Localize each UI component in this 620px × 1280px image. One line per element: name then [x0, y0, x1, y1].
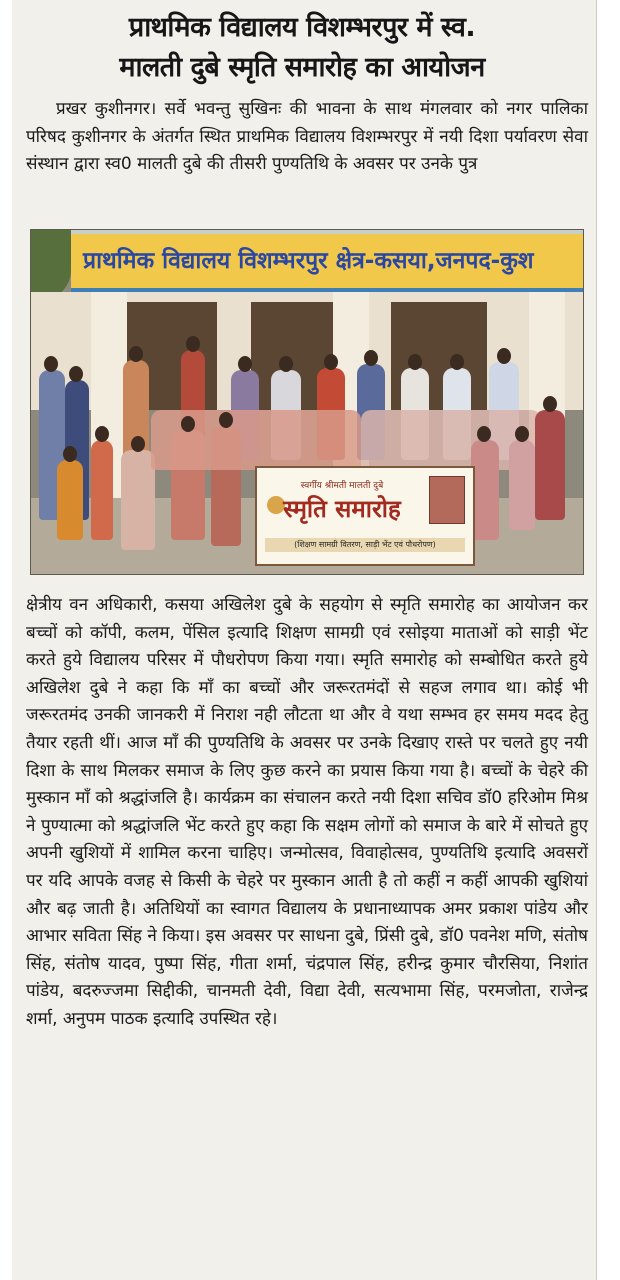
article-lead-paragraph — [26, 96, 588, 179]
article-photo — [30, 229, 584, 575]
headline-line-2: मालती दुबे स्मृति समारोह का आयोजन — [119, 52, 485, 83]
lead-text: प्रखर कुशीनगर। सर्वे भवन्तु सुखिनः की भावना के साथ मंगलवार को नगर पालिका परिषद कुशीनगर के अंतर्गत स्थित प्राथमिक विद्यालय विशम्भरपुर में नयी दिशा पर्यावरण सेवा संस्थान द्वारा स्व0 मालती दुबे की तीसरी पुण्यतिथि के अवसर पर उनके पुत्र — [26, 99, 588, 175]
article-body-paragraph: क्षेत्रीय वन अधिकारी, कसया अखिलेश दुबे के सहयोग से स्मृति समारोह का आयोजन कर बच्चों को कॉपी, कलम, पेंसिल इत्यादि शिक्षण सामग्री एवं रसोइया माताओं को साड़ी भेंट करते हुये विद्यालय परिसर में पौधरोपण किया गया। स्मृति समारोह को सम्बोधित करते हुये अखिलेश दुबे ने कहा कि माँ का बच्चों और जरूरतमंदों से सहज लगाव था। कोई भी जरूरतमंद उनकी जानकरी में निराश नही लौटता था और वे यथा सम्भव हर समय मदद हेतु तैयार रहती थीं। आज माँ की पुण्यतिथि के अवसर पर उनके दिखाए रास्ते पर चलते हुए नयी दिशा के साथ मिलकर समाज के लिए कुछ करने का प्रयास किया गया है। बच्चों के चेहरे की मुस्कान माँ को श्रद्धांजलि है। कार्यक्रम का संचालन करते नयी दिशा सचिव डॉ0 हरिओम मिश्र ने पुण्यात्मा को श्रद्धांजलि भेंट करते हुए कहा कि सक्षम लोगों को समाज के बारे में सोचते हुए अपनी खुशियों में शामिल करना चाहिए। जन्मोत्सव, विवाहोत्सव, पुण्यतिथि इत्यादि अवसरों पर यदि आपके वजह से किसी के चेहरे पर मुस्कान आती है तो कहीं न कहीं आपकी खुशियां और बढ़ जाती है। अतिथियों का स्वागत विद्यालय के प्रधानाध्यापक अमर प्रकाश पांडेय और आभार सविता सिंह ने किया। इस अवसर पर साधना दुबे, प्रिंसी दुबे, डॉ0 पवनेश मणि, संतोष सिंह, संतोष यादव, पुष्पा सिंह, गीता शर्मा, चंद्रपाल सिंह, हरीन्द्र कुमार चौरसिया, निशांत पांडेय, बदरुज्जमा सिद्दीकी, चानमती देवी, विद्या देवी, सत्यभामा सिंह, परमजोता, राजेन्द्र शर्मा, अनुपम पाठक इत्यादि उपस्थित रहे। — [26, 595, 588, 1029]
tree-foliage — [31, 230, 71, 300]
banner-subtitle: स्वर्गीय श्रीमती मालती दुबे — [300, 481, 384, 491]
school-signboard: प्राथमिक विद्यालय विशम्भरपुर क्षेत्र-कसया,जनपद-कुश — [71, 234, 584, 294]
banner-caption: (शिक्षण सामग्री वितरण, साड़ी भेंट एवं पौधरोपण) — [265, 538, 465, 552]
article-headline — [14, 8, 590, 88]
headline-line-1: प्राथमिक विद्यालय विशम्भरपुर में स्व. — [128, 12, 476, 43]
banner-title: स्मृति समारोह — [283, 495, 401, 523]
portrait-photo — [429, 476, 465, 524]
memorial-banner — [255, 466, 475, 566]
